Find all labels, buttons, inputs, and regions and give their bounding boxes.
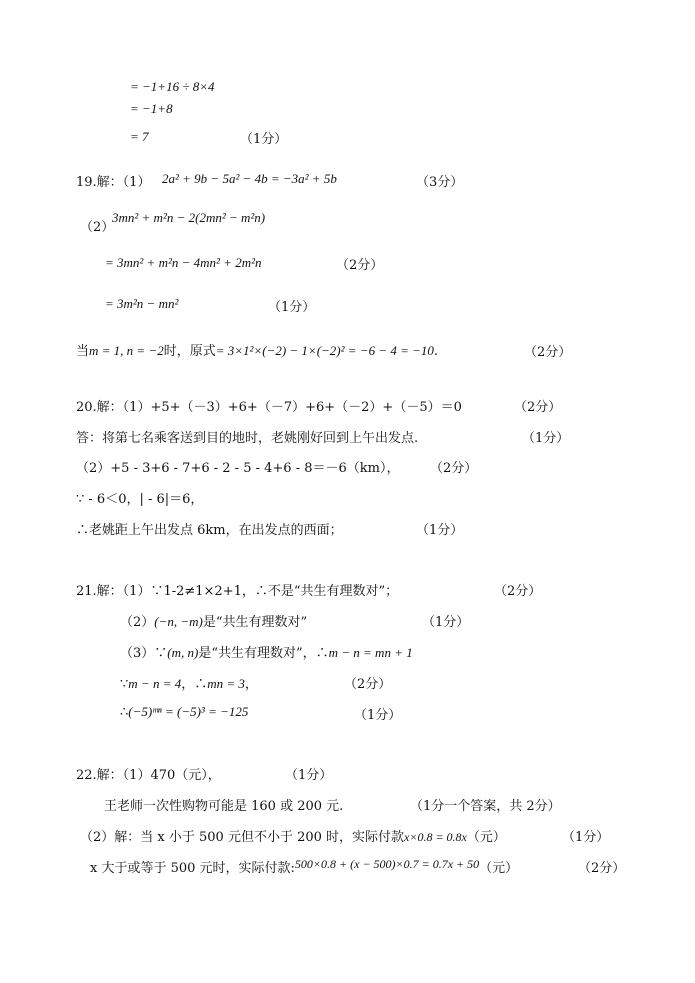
q19-condition-evaluation: = 3×1²×(−2) − 1×(−2)² = −6 − 4 = −10 [215,343,434,358]
q21-power-result: (−5)ᵐⁿ = (−5)³ = −125 [128,704,249,719]
q21-part-3 [120,644,413,663]
q20-because: ∵ - 6＜0，| - 6|＝6， [76,492,204,507]
q22-case-1-text: （2）解：当 x 小于 500 元但不小于 200 时，实际付款 [80,830,405,845]
q19-score-1: （3分） [416,175,464,190]
q19-expr-1: 2a² + 9b − 5a² − 4b = −3a² + 5b [162,171,337,186]
q19-condition [76,342,438,361]
q21-part-1: 21.解：（1）∵1-2≠1×2+1，∴不是“共生有理数对”； [76,584,399,599]
q20-score-2: （1分） [522,431,570,446]
q21-score-4: （2分） [344,677,392,692]
q22-case-2-unit: （元） [479,861,519,876]
q22-case-2 [90,859,518,878]
q19-expr-3: = 3mn² + m²n − 4mn² + 2m²n [105,255,262,270]
q21-product: mn = 3 [207,676,245,691]
q22-part-1: 22.解：（1）470（元）， [76,768,221,783]
q21-diff: m − n = 4 [128,676,182,691]
q18-step-2: = −1+8 [130,101,173,116]
q22-score-2: （1分一个答案，共 2分） [410,799,561,814]
q18-result: = 7 [130,129,149,144]
q20-answer: 答：将第七名乘客送到目的地时，老姚刚好回到上午出发点. [76,431,419,446]
q20-score-3: （2分） [430,461,478,476]
q20-part-2: （2）+5 - 3+6 - 7+6 - 2 - 5 - 4+6 - 8＝－6（km）， [76,461,400,476]
q22-score-1: （1分） [285,768,333,783]
q19-expr-4: = 3m²n − mn² [105,296,179,311]
q19-score-4: （1分） [268,300,316,315]
q22-possible-amounts: 王老师一次性购物可能是 160 或 200 元. [104,799,344,814]
q20-part-1: 20.解：（1）+5+（－3）+6+（－7）+6+（－2）+（－5）＝0 [76,400,462,415]
q21-comma: ， [244,677,258,692]
q19-condition-period: . [433,344,439,359]
q19-expr-2: 3mn² + m²n − 2(2mn² − m²n) [112,210,266,225]
q22-case-1-formula: x×0.8 = 0.8x [404,830,467,844]
q19-heading: 19.解：（1） [76,175,151,190]
q19-score-5: （2分） [524,345,572,360]
q21-given [120,675,258,694]
q21-part-3-text: 是“共生有理数对”，∴ [198,646,329,661]
q21-pair-mn: (m, n) [167,645,199,660]
q21-pair-neg: (−n, −m) [154,614,203,629]
q18-score: （1分） [240,132,288,147]
q19-score-3: （2分） [336,258,384,273]
q20-score-1: （2分） [514,400,562,415]
q19-condition-values: m = 1, n = −2 [89,343,164,358]
q21-part-2-text: 是“共生有理数对” [202,615,308,630]
q21-because: ∵ [120,677,129,692]
q20-score-5: （1分） [416,523,464,538]
q21-therefore: ，∴ [181,677,208,692]
q18-step-1: = −1+16 ÷ 8×4 [130,79,215,94]
q21-part-3-label: （3）∵ [120,646,168,661]
q22-case-2-text: x 大于或等于 500 元时，实际付款: [90,861,295,876]
q21-part-2-label: （2） [120,615,155,630]
q19-condition-when: 当 [76,344,90,359]
q19-part-2-label: （2） [80,220,115,235]
q21-score-2: （1分） [422,615,470,630]
q22-score-3: （1分） [562,830,610,845]
q21-score-5: （1分） [354,708,402,723]
q22-score-4: （2分） [578,861,626,876]
q22-case-2-formula: 500×0.8 + (x − 500)×0.7 = 0.7x + 50 [294,857,480,871]
q21-final [120,703,248,722]
q21-relation: m − n = mn + 1 [328,645,413,660]
q20-conclusion: ∴老姚距上午出发点 6km，在出发点的西面； [76,523,343,538]
q21-part-2 [120,613,307,632]
q22-case-1-unit: （元） [466,830,506,845]
q22-part-2 [80,828,506,847]
q19-condition-result-label: 时，原式 [163,344,216,359]
q21-therefore-2: ∴ [120,705,129,720]
q21-score-1: （2分） [494,584,542,599]
